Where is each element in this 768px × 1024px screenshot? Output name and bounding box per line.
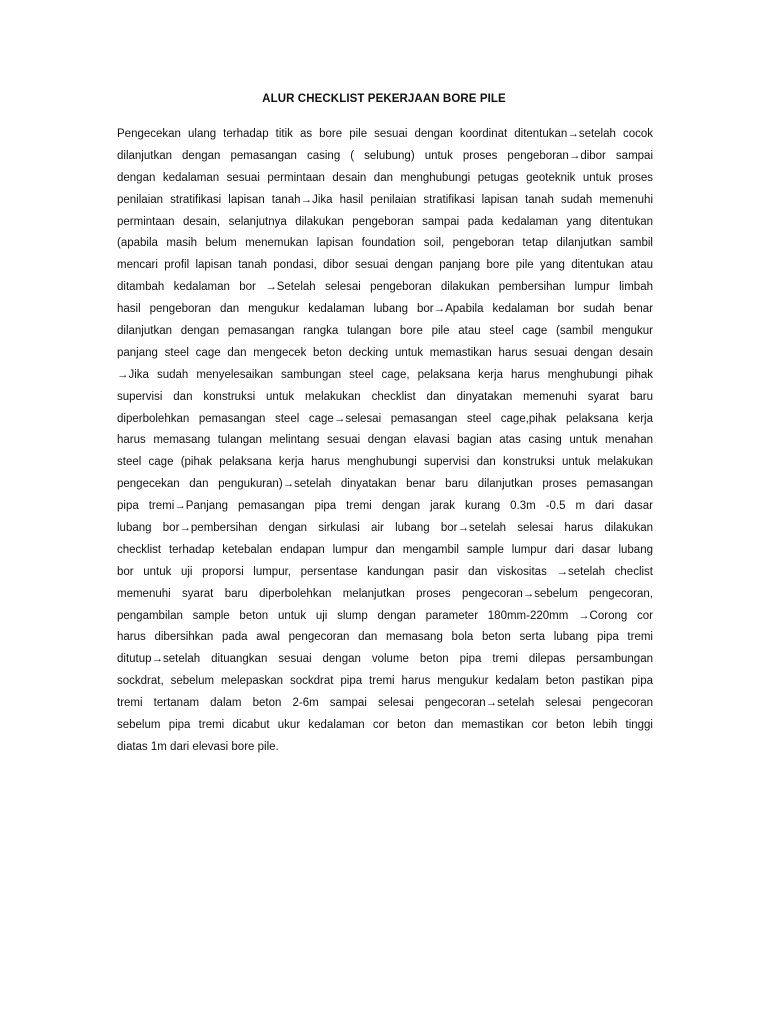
- body-line: permintaan desain, selanjutnya dilakukan pengeboran sampai pada kedalaman yang ditentukan: [117, 215, 653, 228]
- body-line: dilanjutkan dengan pemasangan casing ( selubung) untuk proses pengeboran→dibor sampai: [117, 149, 653, 162]
- body-line: memenuhi syarat baru diperbolehkan melanjutkan proses pengecoran→sebelum pengecoran,: [117, 587, 653, 600]
- body-line: hasil pengeboran dan mengukur kedalaman lubang bor→Apabila kedalaman bor sudah benar: [117, 303, 653, 316]
- body-line: penilaian stratifikasi lapisan tanah→Jika hasil penilaian stratifikasi lapisan tanah sudah memenuhi: [117, 193, 653, 206]
- body-line: harus memasang tulangan melintang sesuai dengan elavasi bagian atas casing untuk menahan: [117, 434, 653, 447]
- document-body: [117, 124, 653, 759]
- body-line: pengecekan dan pengukuran)→setelah dinyatakan benar baru dilanjutkan proses pemasangan: [117, 478, 653, 491]
- body-line: panjang steel cage dan mengecek beton decking untuk memastikan harus sesuai dengan desain: [117, 346, 653, 359]
- body-line: tremi tertanam dalam beton 2-6m sampai selesai pengecoran→setelah selesai pengecoran: [117, 697, 653, 710]
- body-line: steel cage (pihak pelaksana kerja harus menghubungi supervisi dan konstruksi untuk melakukan: [117, 456, 653, 469]
- body-line: mencari profil lapisan tanah pondasi, dibor sesuai dengan panjang bore pile yang ditentukan atau: [117, 259, 653, 272]
- body-line: harus dibersihkan pada awal pengecoran dan memasang bola beton serta lubang pipa tremi: [117, 631, 653, 644]
- body-line: sebelum pipa tremi dicabut ukur kedalaman cor beton dan memastikan cor beton lebih tinggi: [117, 719, 653, 732]
- body-line: pipa tremi→Panjang pemasangan pipa tremi dengan jarak kurang 0.3m -0.5 m dari dasar: [117, 500, 653, 513]
- body-line: (apabila masih belum menemukan lapisan foundation soil, pengeboran tetap dilanjutkan sambil: [117, 237, 653, 250]
- body-line: checklist terhadap ketebalan endapan lumpur dan mengambil sample lumpur dari dasar lubang: [117, 543, 653, 556]
- body-line: Pengecekan ulang terhadap titik as bore pile sesuai dengan koordinat ditentukan→setelah cocok: [117, 128, 653, 140]
- document-title: ALUR CHECKLIST PEKERJAAN BORE PILE: [262, 93, 506, 105]
- body-line: dengan kedalaman sesuai permintaan desain dan menghubungi petugas geoteknik untuk proses: [117, 171, 653, 184]
- body-line: bor untuk uji proporsi lumpur, persentase kandungan pasir dan viskositas →setelah checlist: [117, 565, 653, 578]
- body-line: →Jika sudah menyelesaikan sambungan steel cage, pelaksana kerja harus menghubungi pihak: [117, 368, 653, 381]
- body-line: pengambilan sample beton untuk uji slump dengan parameter 180mm-220mm →Corong cor: [117, 609, 653, 622]
- body-line: ditambah kedalaman bor →Setelah selesai pengeboran dilakukan pembersihan lumpur limbah: [117, 281, 653, 294]
- body-line: dilanjutkan dengan pemasangan rangka tulangan bore pile atau steel cage (sambil mengukur: [117, 325, 653, 338]
- body-line: diatas 1m dari elevasi bore pile.: [117, 740, 279, 753]
- body-line: supervisi dan konstruksi untuk melakukan checklist dan dinyatakan memenuhi syarat baru: [117, 390, 653, 403]
- body-line: sockdrat, sebelum melepaskan sockdrat pipa tremi harus mengukur kedalam beton pastikan pipa: [117, 675, 653, 688]
- body-line: ditutup→setelah dituangkan sesuai dengan volume beton pipa tremi dilepas persambungan: [117, 653, 653, 666]
- body-line: diperbolehkan pemasangan steel cage→selesai pemasangan steel cage,pihak pelaksana kerja: [117, 412, 653, 425]
- body-line: lubang bor→pembersihan dengan sirkulasi air lubang bor→setelah selesai harus dilakukan: [117, 522, 653, 535]
